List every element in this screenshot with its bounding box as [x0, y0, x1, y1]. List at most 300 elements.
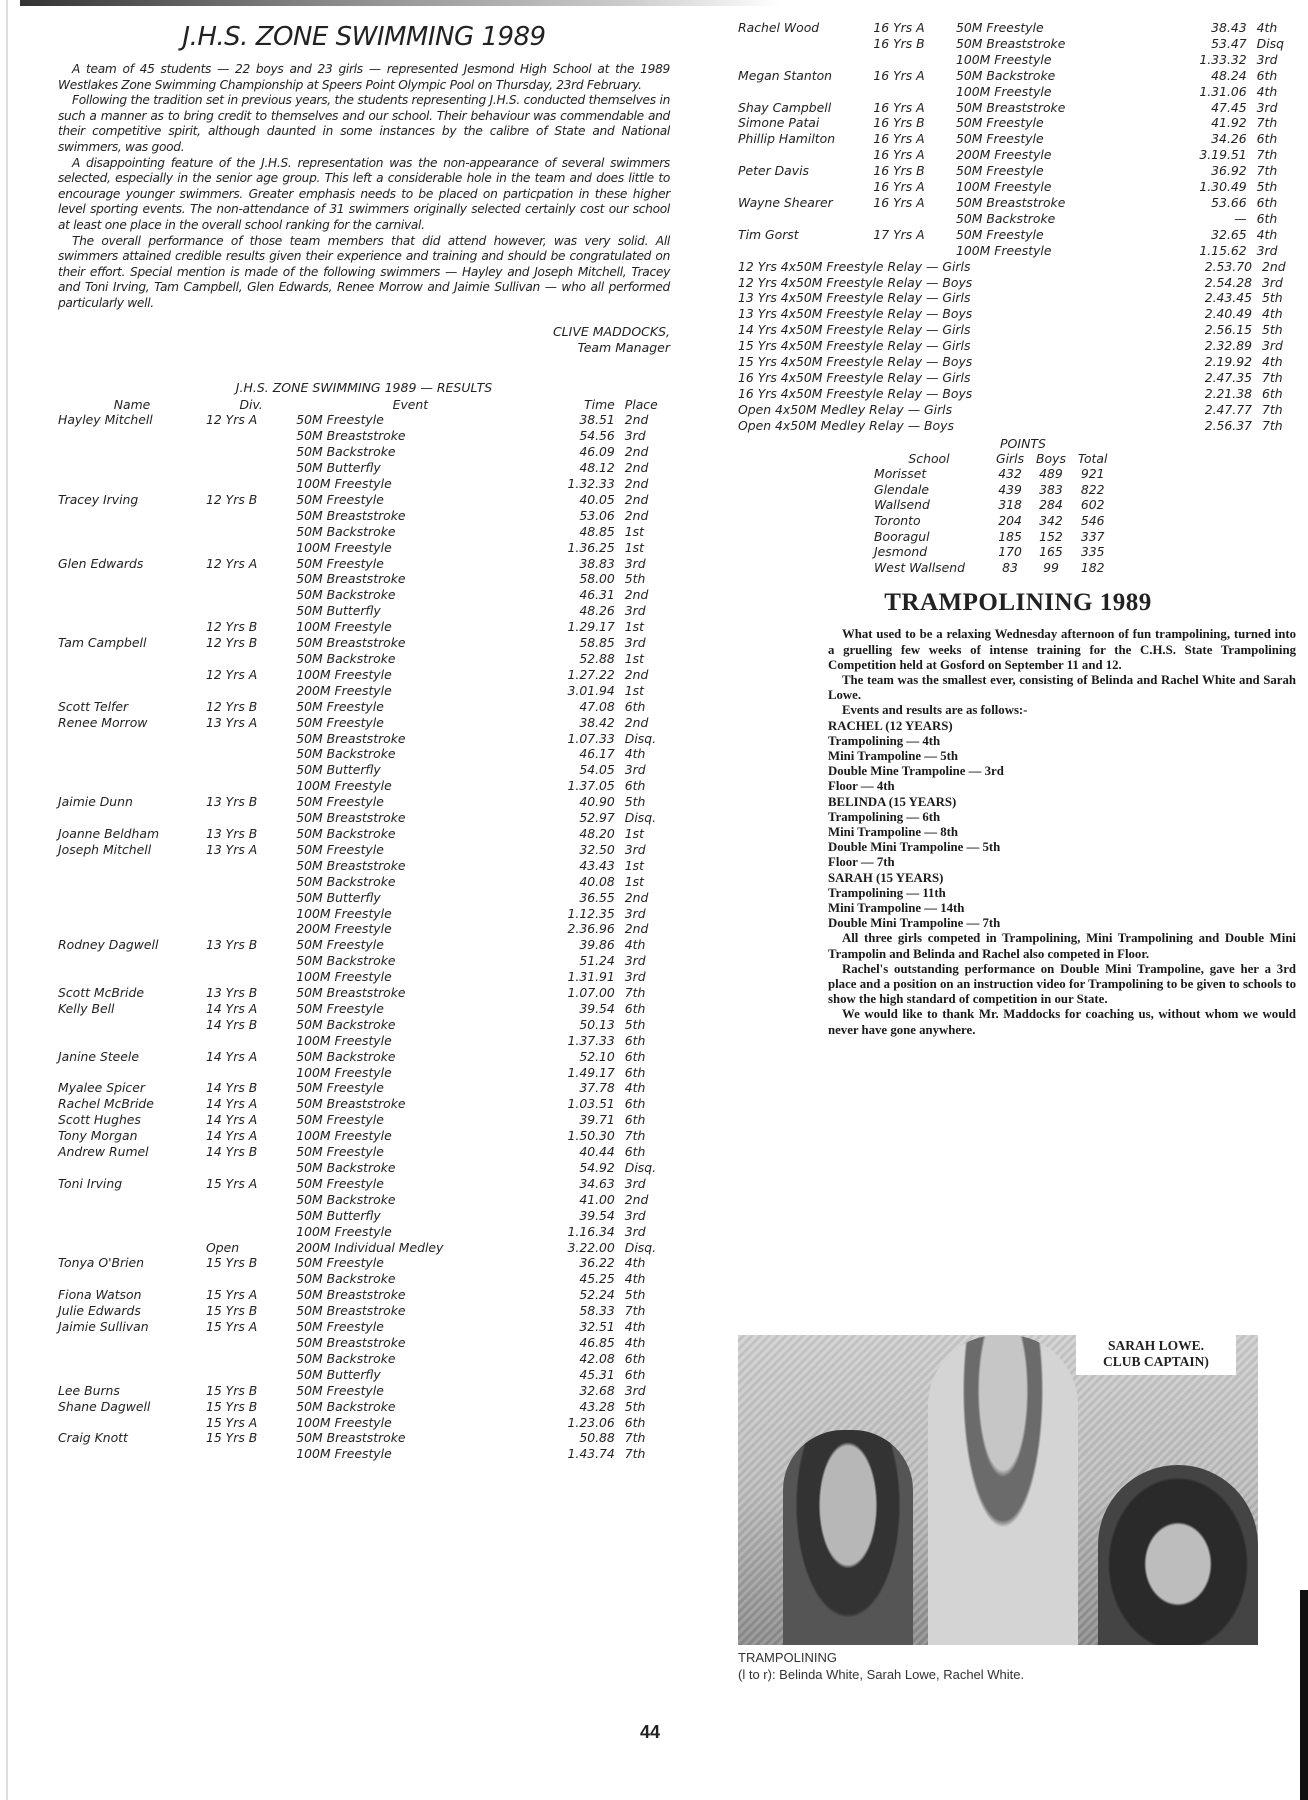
cell-division — [206, 460, 296, 476]
table-row — [58, 619, 670, 635]
cell-event: 50M Butterfly — [296, 762, 381, 778]
page-number: 44 — [640, 1722, 661, 1742]
cell-time: 2.40.49 — [1204, 306, 1252, 322]
cell-time: 1.16.34 — [567, 1223, 615, 1239]
cell-time: 43.28 — [579, 1398, 615, 1414]
table-row — [58, 969, 670, 985]
cell-name — [58, 1065, 206, 1081]
cell-time: 38.42 — [579, 714, 615, 730]
cell-event: 100M Freestyle — [296, 619, 392, 635]
table-row — [738, 243, 1298, 259]
relay-row — [738, 259, 1298, 275]
cell-event: 50M Freestyle — [296, 841, 384, 857]
cell-time: 1.31.91 — [567, 969, 615, 985]
cell-event: 200M Individual Medley — [296, 1239, 444, 1255]
cell-time: 39.54 — [579, 1000, 615, 1016]
table-row — [58, 937, 670, 953]
scan-edge-shadow — [20, 0, 780, 6]
table-row — [58, 1033, 670, 1049]
table-row — [738, 131, 1298, 147]
cell-event: 50M Freestyle — [296, 794, 384, 810]
cell-place: Disq. — [624, 1160, 657, 1175]
relay-row — [738, 402, 1298, 418]
cell-division — [206, 1367, 296, 1383]
cell-division: 15 Yrs A — [205, 1175, 258, 1191]
cell-name: Rachel Wood — [738, 20, 820, 35]
table-row — [738, 163, 1298, 179]
cell-division: 14 Yrs A — [205, 1096, 258, 1112]
cell-boys: 165 — [1039, 544, 1063, 560]
table-row — [58, 874, 670, 890]
cell-division: 15 Yrs A — [205, 1287, 258, 1303]
cell-time: 46.09 — [579, 444, 615, 460]
cell-total: 337 — [1080, 528, 1105, 544]
cell-place: 5th — [624, 1287, 646, 1303]
cell-division — [206, 953, 296, 969]
cell-time: 40.05 — [579, 491, 615, 507]
cell-time: 2.47.77 — [1204, 401, 1252, 417]
table-row — [58, 1049, 670, 1065]
cell-place: 3rd — [624, 1207, 646, 1223]
cell-event: 50M Breaststroke — [296, 1430, 406, 1446]
cell-time: 53.66 — [1211, 194, 1247, 210]
cell-time: 2.47.35 — [1204, 369, 1252, 385]
cell-name: Tracey Irving — [58, 491, 139, 507]
cell-place: 6th — [1262, 385, 1283, 401]
cell-event: 100M Freestyle — [956, 242, 1052, 258]
cell-division: 15 Yrs A — [205, 1319, 258, 1335]
cell-place: 1st — [624, 619, 644, 635]
cell-time: 1.37.33 — [567, 1032, 615, 1048]
cell-division — [206, 969, 296, 985]
cell-time: 1.07.33 — [567, 730, 615, 746]
cell-place: 7th — [1262, 401, 1283, 417]
cell-event: 50M Breaststroke — [296, 985, 406, 1001]
cell-time: 39.86 — [579, 937, 615, 953]
cell-place: 6th — [1256, 194, 1278, 210]
cell-place: 2nd — [624, 460, 649, 476]
cell-event: 100M Freestyle — [296, 1414, 392, 1430]
cell-division: 12 Yrs A — [205, 666, 258, 682]
points-row — [868, 529, 1113, 545]
cell-name — [58, 890, 206, 906]
cell-total: 335 — [1080, 544, 1105, 560]
cell-total: 921 — [1080, 466, 1105, 482]
scan-left-edge — [6, 0, 8, 1800]
cell-division: 15 Yrs B — [205, 1255, 258, 1271]
table-row — [58, 1128, 670, 1144]
cell-place: 7th — [624, 985, 646, 1001]
table-row — [58, 1446, 670, 1462]
caption-text: (l to r): Belinda White, Sarah Lowe, Rachel White. — [738, 1667, 1025, 1682]
cell-division: 12 Yrs B — [205, 619, 258, 635]
cell-place: 5th — [1262, 290, 1283, 306]
cell-name — [58, 667, 206, 683]
cell-school: Toronto — [874, 512, 921, 528]
cell-division — [206, 858, 296, 874]
cell-time: 41.92 — [1211, 115, 1247, 131]
cell-event: 50M Butterfly — [296, 889, 381, 905]
cell-place: 1st — [624, 651, 644, 666]
cell-place: 3rd — [1256, 242, 1278, 258]
cell-division: 12 Yrs A — [205, 555, 258, 571]
trampolining-photo-block — [738, 1335, 1308, 1682]
cell-name: Renee Morrow — [58, 714, 148, 730]
cell-name — [58, 1192, 206, 1208]
cell-name: Glen Edwards — [58, 555, 144, 571]
cell-division: 16 Yrs A — [873, 131, 925, 147]
cell-event: 50M Backstroke — [296, 1350, 396, 1366]
cell-event: 50M Breaststroke — [296, 428, 406, 444]
cell-event: 50M Backstroke — [296, 1016, 396, 1032]
cell-event: 100M Freestyle — [296, 969, 392, 985]
cell-place: 4th — [624, 1334, 646, 1350]
points-row — [868, 466, 1113, 482]
cell-event: 50M Backstroke — [296, 746, 396, 762]
cell-event: 50M Breaststroke — [296, 507, 406, 523]
cell-time: 1.31.06 — [1199, 83, 1247, 99]
table-row — [738, 115, 1298, 131]
cell-division: 13 Yrs B — [205, 794, 258, 810]
person-figure — [928, 1335, 1078, 1645]
cell-place: 7th — [1262, 417, 1283, 433]
cell-name — [738, 179, 873, 195]
table-row — [58, 1112, 670, 1128]
article-paragraph: All three girls competed in Trampolining, Mini Trampolining and Double Mini Trampolin and Belinda and Rachel also competed in Floor. — [828, 931, 1296, 961]
cell-name — [58, 810, 206, 826]
trampolining-title: TRAMPOLINING 1989 — [884, 589, 1152, 617]
cell-division — [206, 810, 296, 826]
table-row — [58, 524, 670, 540]
points-header-row — [868, 451, 1113, 467]
cell-name — [58, 1033, 206, 1049]
cell-place: 3rd — [624, 1175, 646, 1191]
cell-girls: 83 — [1002, 559, 1018, 575]
cell-event: 50M Backstroke — [296, 873, 396, 889]
header-event: Event — [392, 396, 429, 412]
table-row — [58, 1080, 670, 1096]
cell-event: 100M Freestyle — [296, 905, 392, 921]
cell-time: 53.47 — [1211, 35, 1247, 51]
cell-name: Joseph Mitchell — [58, 841, 152, 857]
cell-name — [58, 731, 206, 747]
cell-event: 50M Butterfly — [296, 603, 381, 619]
cell-name — [58, 921, 206, 937]
cell-division — [206, 587, 296, 603]
cell-place: 3rd — [1262, 274, 1283, 290]
cell-division: 12 Yrs B — [205, 491, 258, 507]
cell-place: 2nd — [624, 491, 649, 507]
cell-place: 6th — [624, 1000, 646, 1016]
cell-name — [58, 460, 206, 476]
cell-place: 4th — [624, 1271, 646, 1287]
table-row — [58, 603, 670, 619]
result-line: Double Mine Trampoline — 3rd — [828, 764, 1004, 779]
cell-event: 50M Backstroke — [296, 1048, 396, 1064]
right-column — [738, 20, 1298, 1038]
table-row — [58, 1096, 670, 1112]
left-column — [58, 14, 670, 1462]
cell-place: 3rd — [624, 428, 646, 444]
cell-time: 38.51 — [579, 412, 615, 428]
cell-event: 14 Yrs 4x50M Freestyle Relay — Girls — [738, 322, 971, 338]
table-row — [58, 858, 670, 874]
cell-event: 200M Freestyle — [956, 147, 1052, 163]
cell-division: 15 Yrs B — [205, 1430, 258, 1446]
cell-name — [58, 1017, 206, 1033]
result-line: Double Mini Trampoline — 7th — [828, 916, 1001, 931]
table-row — [58, 1208, 670, 1224]
cell-event: 50M Freestyle — [296, 555, 384, 571]
cell-name: Tim Gorst — [738, 226, 799, 242]
cell-division — [206, 746, 296, 762]
table-row — [58, 746, 670, 762]
cell-place: 4th — [1256, 20, 1278, 35]
cell-name — [738, 36, 873, 52]
cell-place: 5th — [624, 571, 646, 587]
table-row — [58, 842, 670, 858]
cell-time: 58.00 — [579, 571, 615, 587]
cell-event: Open 4x50M Medley Relay — Girls — [738, 401, 953, 417]
cell-division — [206, 1065, 296, 1081]
cell-event: 50M Breaststroke — [296, 635, 406, 651]
cell-event: 50M Freestyle — [956, 226, 1044, 242]
cell-name: Tony Morgan — [58, 1128, 138, 1144]
cell-place: 3rd — [624, 905, 646, 921]
table-row — [58, 699, 670, 715]
person-figure — [783, 1430, 913, 1645]
signature-name: SARAH LOWE. — [1107, 1338, 1205, 1353]
article-paragraph: A disappointing feature of the J.H.S. representation was the non-appearance of several swimmers selected, especially in the senior age group. This left a considerable hole in the team and does little to encourage younger swimmers. Greater emphasis needs to be placed on particpation in these higher level sporting events. The non-attendance of 31 swimmers originally selected certainly cost our school at least one place in the overall school ranking for the carnival. — [58, 155, 670, 232]
cell-name — [58, 651, 206, 667]
cell-boys: 342 — [1039, 512, 1063, 528]
cell-time: 40.90 — [579, 794, 615, 810]
cell-time: 1.30.49 — [1199, 179, 1247, 195]
cell-division — [206, 1208, 296, 1224]
relay-body — [738, 259, 1298, 434]
cell-time: 52.10 — [579, 1048, 615, 1064]
cell-time: 46.85 — [579, 1334, 615, 1350]
table-row — [58, 1367, 670, 1383]
cell-event: 100M Freestyle — [296, 1446, 392, 1462]
cell-boys: 152 — [1039, 528, 1063, 544]
cell-time: 45.31 — [579, 1366, 615, 1382]
table-row — [58, 1319, 670, 1335]
cell-event: 50M Freestyle — [296, 412, 384, 428]
cell-time: 48.12 — [579, 460, 615, 476]
header-div: Div. — [239, 396, 263, 412]
cell-place: 6th — [624, 1366, 646, 1382]
cell-division: 13 Yrs A — [205, 714, 258, 730]
cell-name — [58, 619, 206, 635]
cell-name — [58, 858, 206, 874]
cell-name — [58, 778, 206, 794]
cell-event: 50M Freestyle — [296, 1080, 384, 1096]
cell-time: 34.26 — [1211, 131, 1247, 147]
cell-event: 50M Breaststroke — [296, 1334, 406, 1350]
cell-division: 14 Yrs A — [205, 1000, 258, 1016]
cell-division — [206, 476, 296, 492]
cell-division: 16 Yrs B — [873, 163, 925, 179]
cell-time: 36.55 — [579, 889, 615, 905]
cell-place: 4th — [1262, 354, 1283, 370]
signature-name: CLIVE MADDOCKS, — [552, 323, 670, 339]
cell-place: 4th — [1256, 226, 1278, 242]
cell-name — [58, 1208, 206, 1224]
cell-event: 50M Breaststroke — [956, 99, 1066, 115]
cell-event: 50M Breaststroke — [956, 194, 1066, 210]
cell-time: 50.88 — [579, 1430, 615, 1446]
cell-time: 1.12.35 — [567, 905, 615, 921]
cell-place: 6th — [624, 1064, 646, 1080]
cell-division: 16 Yrs A — [873, 179, 925, 195]
cell-place: 7th — [1256, 147, 1278, 163]
cell-name: Shay Campbell — [738, 99, 832, 115]
cell-division: 12 Yrs B — [205, 635, 258, 651]
table-row — [58, 1224, 670, 1240]
cell-division: 16 Yrs A — [873, 20, 925, 35]
table-row — [58, 953, 670, 969]
cell-division — [206, 508, 296, 524]
cell-time: 36.22 — [579, 1255, 615, 1271]
signature-role: Team Manager — [577, 339, 670, 355]
article-paragraph: The overall performance of those team members that did attend however, was very solid. All swimmers attained credible results given their experience and training and should be congratulated on their effort. Special mention is made of the following swimmers — Hayley and Joseph Mitchell, Tracey and Toni Irving, Tam Campbell, Glen Edwards, Renee Morrow and Jaimie Sullivan — who all performed particularly well. — [58, 233, 670, 310]
cell-place: 7th — [624, 1128, 646, 1144]
cell-place: 1st — [624, 539, 644, 555]
cell-girls: 439 — [998, 481, 1022, 497]
cell-name — [58, 1367, 206, 1383]
cell-event: 50M Breaststroke — [296, 1303, 406, 1319]
cell-name — [58, 746, 206, 762]
cell-division: 16 Yrs B — [873, 115, 925, 131]
cell-division — [206, 1192, 296, 1208]
cell-name: Scott McBride — [58, 985, 144, 1001]
cell-division — [206, 1224, 296, 1240]
table-row — [58, 1351, 670, 1367]
cell-time: 1.37.05 — [567, 778, 615, 794]
table-row — [738, 84, 1298, 100]
table-row — [58, 1176, 670, 1192]
result-line: Trampolining — 11th — [828, 885, 946, 900]
article-paragraph: Events and results are as follows:- — [842, 703, 1028, 718]
cell-name — [58, 524, 206, 540]
team-photo — [738, 1335, 1258, 1645]
cell-event: 50M Freestyle — [296, 1382, 384, 1398]
points-row — [868, 560, 1113, 576]
cell-time: 2.54.28 — [1204, 274, 1252, 290]
cell-division: 13 Yrs A — [205, 841, 258, 857]
cell-event: 50M Backstroke — [296, 587, 396, 603]
cell-event: 50M Breaststroke — [296, 571, 406, 587]
cell-event: 50M Freestyle — [956, 115, 1044, 131]
cell-place: 4th — [624, 1080, 646, 1096]
relay-row — [738, 322, 1298, 338]
cell-time: 1.50.30 — [567, 1128, 615, 1144]
cell-division — [873, 52, 956, 68]
cell-event: 100M Freestyle — [296, 666, 392, 682]
cell-event: 50M Freestyle — [296, 714, 384, 730]
swimming-article — [58, 62, 670, 312]
table-row — [58, 762, 670, 778]
cell-event: Open 4x50M Medley Relay — Boys — [738, 417, 954, 433]
result-line: SARAH (15 YEARS) — [828, 870, 944, 885]
cell-place: 4th — [1256, 83, 1278, 99]
cell-time: 2.43.45 — [1204, 290, 1252, 306]
cell-time: 54.56 — [579, 428, 615, 444]
cell-name: Simone Patai — [738, 115, 820, 131]
table-row — [58, 826, 670, 842]
result-line: Trampolining — 4th — [828, 733, 941, 748]
cell-place: Disq. — [624, 810, 657, 826]
relay-table — [738, 259, 1298, 434]
relay-row — [738, 338, 1298, 354]
cell-event: 50M Freestyle — [296, 937, 384, 953]
cell-time: 32.50 — [579, 841, 615, 857]
cell-time: 58.33 — [579, 1303, 615, 1319]
cell-event: 100M Freestyle — [956, 83, 1052, 99]
cell-name: Fiona Watson — [58, 1287, 142, 1303]
cell-name: Andrew Rumel — [58, 1144, 149, 1160]
cell-event: 100M Freestyle — [296, 1064, 392, 1080]
cell-place: 6th — [624, 698, 646, 714]
cell-place: 6th — [624, 1144, 646, 1160]
cell-name: Rachel McBride — [58, 1096, 154, 1112]
swimming-signature — [58, 324, 670, 356]
header-girls: Girls — [996, 450, 1025, 466]
cell-name — [58, 1415, 206, 1431]
cell-event: 50M Freestyle — [296, 1319, 384, 1335]
cell-name: Joanne Beldham — [58, 825, 160, 841]
cell-name: Scott Telfer — [58, 698, 129, 714]
table-row — [58, 810, 670, 826]
cell-time: 42.08 — [579, 1350, 615, 1366]
cell-event: 50M Freestyle — [956, 163, 1044, 179]
cell-event: 13 Yrs 4x50M Freestyle Relay — Boys — [738, 306, 973, 322]
cell-school: West Wallsend — [874, 559, 965, 575]
cell-event: 50M Breaststroke — [296, 1096, 406, 1112]
cell-place: 7th — [624, 1446, 646, 1462]
relay-row — [738, 275, 1298, 291]
cell-division: 13 Yrs B — [205, 985, 258, 1001]
cell-place: 5th — [624, 794, 646, 810]
table-row — [58, 508, 670, 524]
cell-place: 2nd — [624, 412, 649, 428]
cell-time: 1.49.17 — [567, 1064, 615, 1080]
cell-event: 50M Freestyle — [296, 1144, 384, 1160]
cell-name: Wayne Shearer — [738, 194, 833, 210]
cell-event: 50M Backstroke — [296, 444, 396, 460]
cell-name: Janine Steele — [58, 1048, 139, 1064]
cell-time: 45.25 — [579, 1271, 615, 1287]
cell-event: 50M Backstroke — [296, 651, 396, 666]
cell-event: 50M Breaststroke — [956, 35, 1066, 51]
cell-event: 50M Breaststroke — [296, 810, 406, 826]
results-list — [828, 719, 1296, 932]
cell-time: 32.65 — [1211, 226, 1247, 242]
table-row — [738, 227, 1298, 243]
cell-time: 48.24 — [1211, 67, 1247, 83]
results-table-continued — [738, 20, 1298, 259]
table-row — [738, 100, 1298, 116]
cell-event: 100M Freestyle — [296, 1032, 392, 1048]
cell-name — [58, 540, 206, 556]
table-row — [58, 1335, 670, 1351]
cell-division — [206, 731, 296, 747]
table-row — [738, 211, 1298, 227]
cell-time: 54.05 — [579, 762, 615, 778]
cell-place: 4th — [624, 937, 646, 953]
table-row — [58, 635, 670, 651]
